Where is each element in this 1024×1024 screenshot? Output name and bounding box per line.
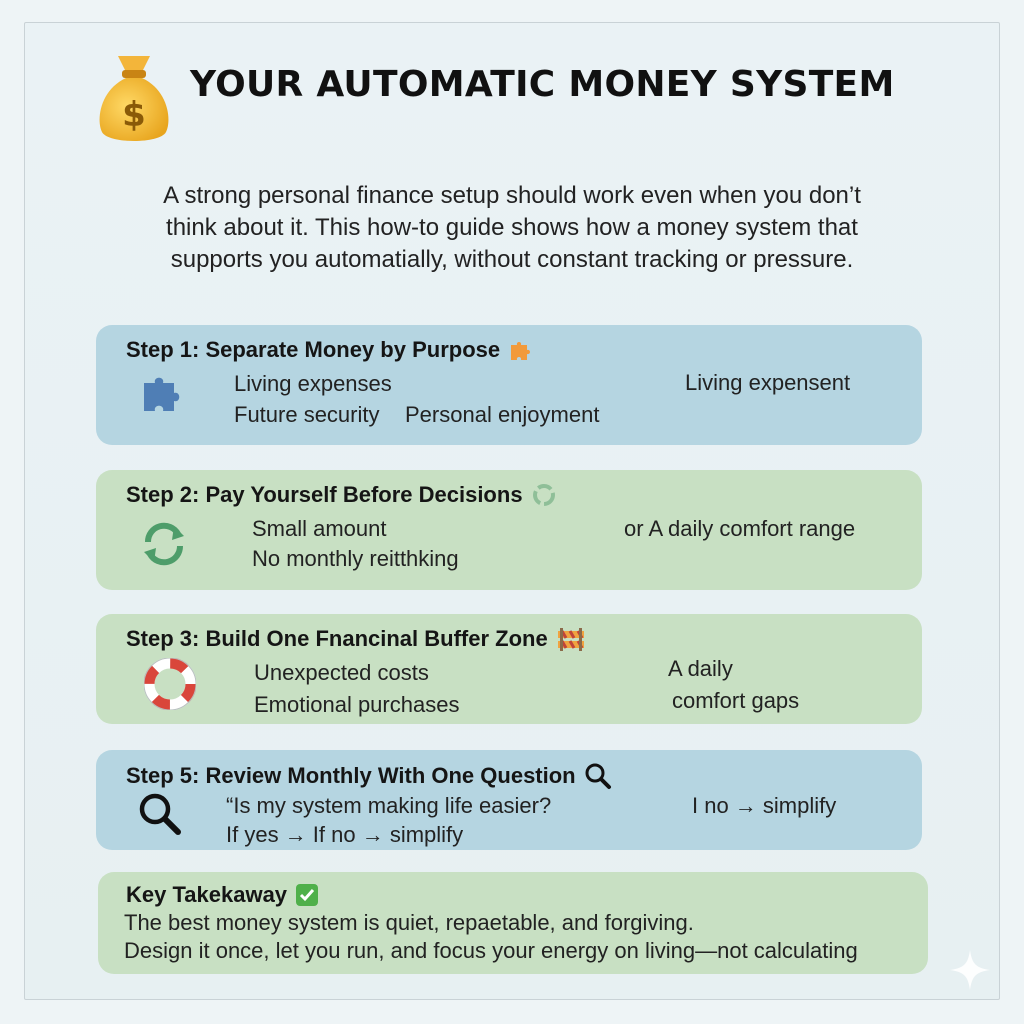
list-item: Future security [234,402,380,427]
takeaway-card [98,872,928,974]
recycle-arrows-icon [531,482,557,508]
list-item: Living expenses [234,371,392,396]
intro-paragraph [92,180,932,276]
intro-line: think about it. This how-to guide shows how a money system that [166,214,858,241]
list-item: or A daily comfort range [624,516,856,541]
step-2-title [126,482,557,508]
step-2-card [96,470,922,590]
list-item: I no → simplify [692,793,837,818]
step-5-title-text: Step 5: Review Monthly With One Question [126,763,576,788]
puzzle-piece-icon [508,337,534,363]
step-3-title [126,626,586,652]
takeaway-title [126,882,319,908]
life-ring-icon [144,658,196,710]
step-2-title-text: Step 2: Pay Yourself Before Decisions [126,482,523,507]
list-item: comfort gaps [672,688,800,713]
list-item: No monthly reitthking [252,546,459,571]
step-1-title [126,337,534,363]
list-item: A daily [668,656,733,681]
list-item: Personal enjoyment [405,402,600,427]
list-item: Unexpected costs [254,660,429,685]
intro-line: A strong personal finance setup should work even when you don’t [163,182,861,209]
intro-line: supports you automatially, without constant tracking or pressure. [170,246,854,273]
header [94,50,934,150]
recycle-arrows-icon [136,516,192,572]
takeaway-title-text: Key Takekaway [126,882,288,907]
step-3-card [96,614,922,724]
step-1-title-text: Step 1: Separate Money by Purpose [126,337,501,362]
magnifier-icon [584,762,612,790]
takeaway-line: The best money system is quiet, repaetable, and forgiving. [124,910,694,935]
step-3-title-text: Step 3: Build One Fnancinal Buffer Zone [126,626,548,651]
sparkle-icon [948,948,992,992]
step-1-card [96,325,922,445]
page-title: YOUR AUTOMATIC MONEY SYSTEM [190,64,895,105]
barrier-icon [556,626,586,652]
list-item: Living expensent [685,370,851,395]
money-bag-icon [94,50,174,146]
list-item: If yes → If no → simplify [226,822,464,847]
step-5-title [126,762,612,790]
svg-text:$: $ [122,95,146,135]
magnifier-icon [136,790,184,838]
list-item: Small amount [252,516,387,541]
step-5-card [96,750,922,850]
takeaway-line: Design it once, let you run, and focus your energy on living—not calculating [124,938,858,963]
list-item: “Is my system making life easier? [226,793,552,818]
check-mark-icon [295,883,319,907]
list-item: Emotional purchases [254,692,460,717]
puzzle-piece-icon [140,373,184,417]
